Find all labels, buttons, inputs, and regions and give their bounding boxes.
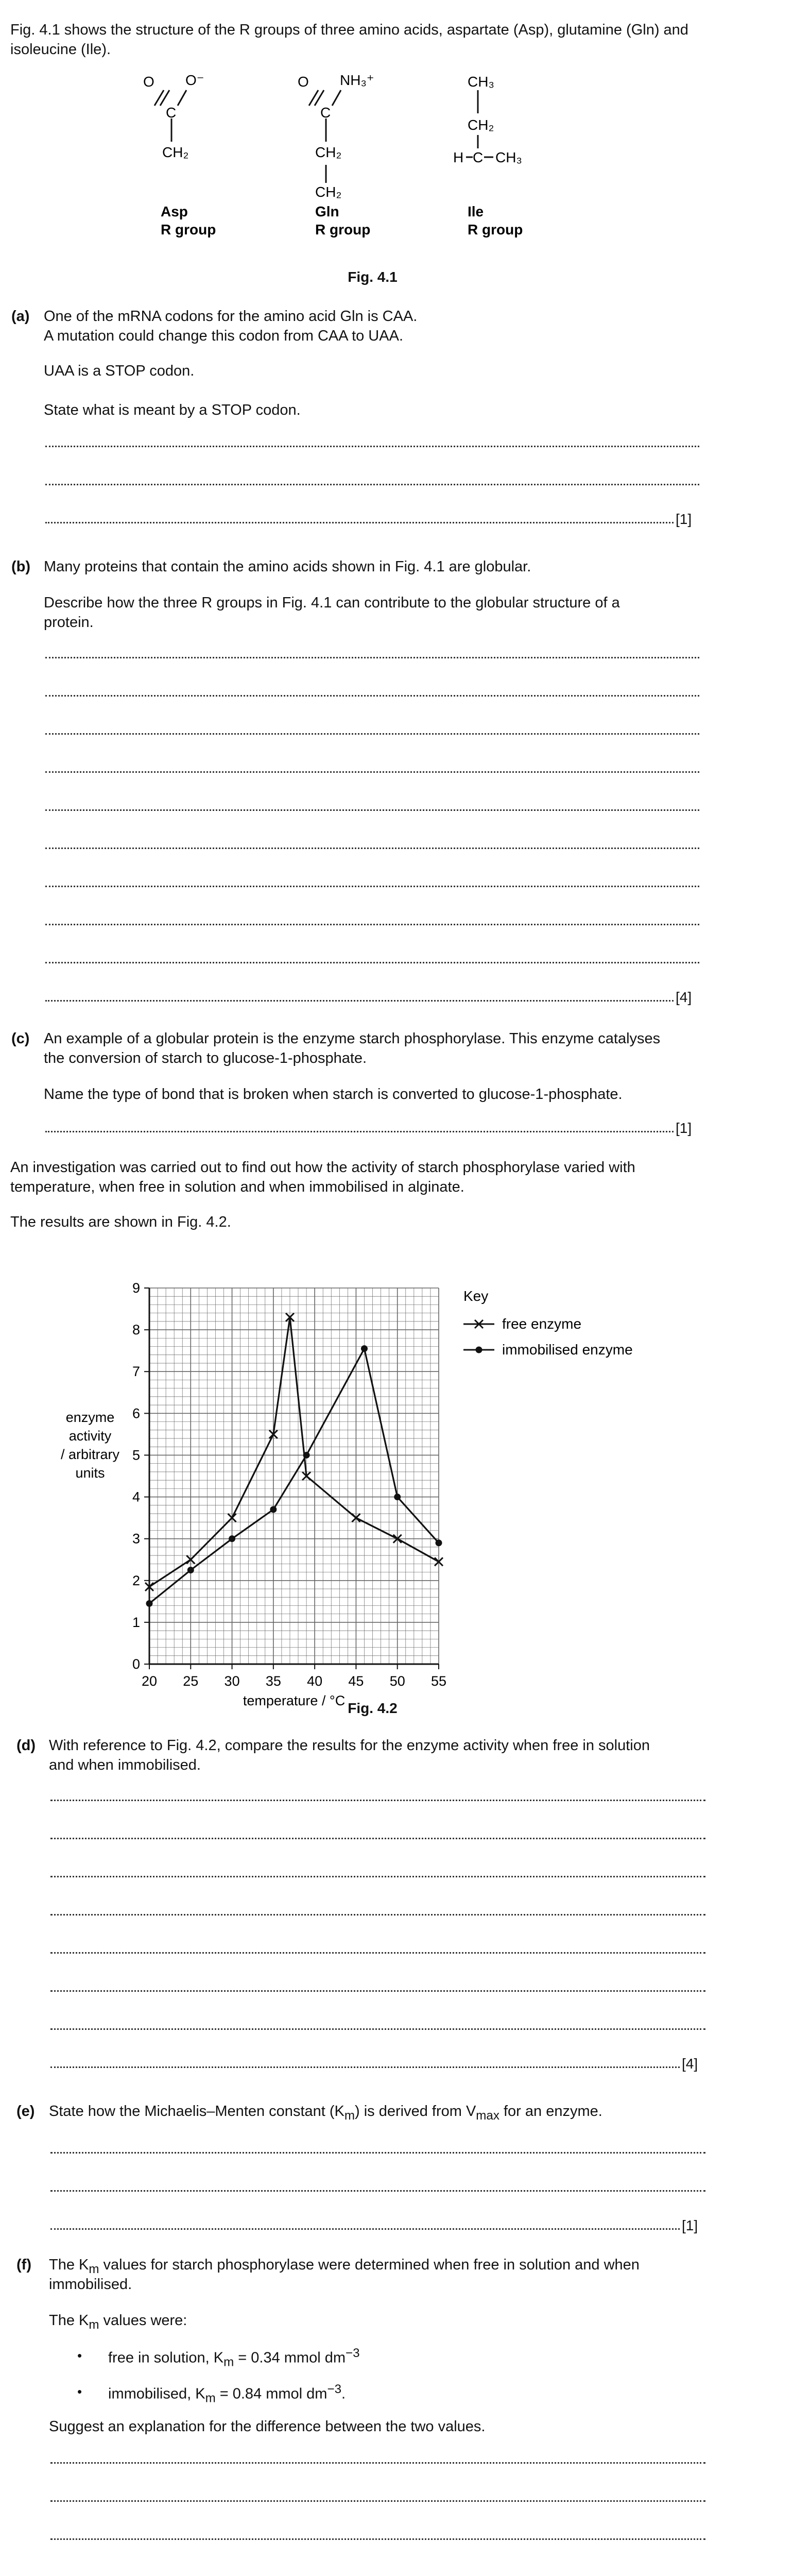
y-tick-label: 8 (132, 1322, 140, 1338)
qb-answer-line-5[interactable] (45, 795, 699, 811)
ile-ch3-right: CH₃ (495, 149, 522, 165)
gln-ch2-b: CH₂ (315, 184, 342, 200)
ile-r-group: R group (468, 222, 523, 238)
gln-r-group: R group (315, 222, 371, 238)
qa-answer-line-3[interactable] (45, 508, 674, 523)
qb-answer-line-2[interactable] (45, 681, 699, 697)
x-tick-label: 30 (224, 1673, 240, 1689)
x-tick-label: 45 (348, 1673, 364, 1689)
qa-line2: A mutation could change this codon from CAA to UAA. (44, 328, 403, 344)
y-tick-label: 5 (132, 1447, 140, 1463)
legend-entry: free enzyme (502, 1316, 582, 1332)
qf-answer-line-1[interactable] (50, 2448, 705, 2464)
investigation-line3: The results are shown in Fig. 4.2. (10, 1214, 231, 1230)
gln-name: Gln (315, 204, 339, 219)
fig-4-2-caption: Fig. 4.2 (348, 1700, 398, 1716)
qd-answer-line-7[interactable] (50, 2014, 705, 2030)
qb-answer-line-8[interactable] (45, 910, 699, 925)
immobilised-enzyme-point (229, 1535, 235, 1542)
legend-dot-marker (476, 1347, 482, 1353)
intro-text: Fig. 4.1 shows the structure of the R groups of three amino acids, aspartate (Asp), glutamine (Gln) and isoleucine (Ile). (10, 22, 688, 58)
qf-answer-line-3[interactable] (50, 2524, 705, 2540)
ile-h: H (453, 149, 464, 165)
qd-answer-line-8[interactable] (50, 2053, 680, 2068)
immobilised-enzyme-point (303, 1452, 310, 1459)
gln-ch2-a: CH₂ (315, 144, 342, 160)
qc-line2: the conversion of starch to glucose-1-phosphate. (44, 1050, 367, 1066)
qb-answer-line-7[interactable] (45, 872, 699, 887)
qd-line1: With reference to Fig. 4.2, compare the results for the enzyme activity when free in solution (49, 1737, 650, 1754)
immobilised-enzyme-point (394, 1494, 401, 1500)
asp-o-minus: O⁻ (185, 72, 204, 88)
qd-answer-line-3[interactable] (50, 1862, 705, 1877)
qc-line3: Name the type of bond that is broken when starch is converted to glucose-1-phosphate. (44, 1086, 623, 1103)
y-axis-label-line: / arbitrary (60, 1447, 120, 1462)
immobilised-enzyme-point (146, 1600, 153, 1607)
qb-answer-line-9[interactable] (45, 948, 699, 963)
qf-answer-line-4[interactable] (50, 2563, 705, 2576)
x-axis-label: temperature / °C (243, 1693, 346, 1708)
qb-answer-line-3[interactable] (45, 719, 699, 735)
qc-answer-line[interactable] (45, 1117, 674, 1132)
qb-answer-line-6[interactable] (45, 834, 699, 849)
ile-ch3-top: CH₃ (468, 74, 494, 90)
qb-answer-line-10[interactable] (45, 986, 674, 1002)
series-line-2 (149, 1349, 439, 1604)
y-tick-label: 1 (132, 1614, 140, 1630)
fig-4-1-structures (0, 0, 745, 247)
qd-answer-line-2[interactable] (50, 1824, 705, 1839)
qb-line1: Many proteins that contain the amino acids shown in Fig. 4.1 are globular. (44, 558, 531, 575)
qf-bullet-dot-1: • (77, 2348, 82, 2363)
qd-answer-line-1[interactable] (50, 1786, 705, 1801)
qc-mark: [1] (676, 1120, 692, 1136)
x-tick-label: 50 (389, 1673, 405, 1689)
qd-label: (d) (16, 1737, 36, 1754)
qd-answer-line-6[interactable] (50, 1976, 705, 1992)
qa-line3: UAA is a STOP codon. (44, 363, 195, 379)
qa-answer-line-2[interactable] (45, 470, 699, 485)
qb-line2: Describe how the three R groups in Fig. 4.1 can contribute to the globular structure of a (44, 595, 620, 611)
y-tick-label: 0 (132, 1656, 140, 1672)
ile-c: C (473, 149, 484, 165)
y-tick-label: 7 (132, 1364, 140, 1380)
qb-label: (b) (11, 558, 31, 575)
gln-o: O (298, 74, 309, 90)
x-tick-label: 25 (183, 1673, 199, 1689)
qe-mark: [1] (682, 2217, 698, 2233)
y-tick-label: 3 (132, 1531, 140, 1547)
investigation-line1: An investigation was carried out to find out how the activity of starch phosphorylase varied with (10, 1159, 635, 1176)
qc-line1: An example of a globular protein is the enzyme starch phosphorylase. This enzyme catalyses (44, 1030, 661, 1047)
qa-answer-line-1[interactable] (45, 432, 699, 447)
x-tick-label: 55 (430, 1673, 447, 1689)
qf-bullet1: free in solution, $K_m = 0.34$ mmol $dm^{-3}$ (108, 2346, 360, 2369)
y-axis-label-line: activity (68, 1428, 112, 1444)
qb-line3: protein. (44, 614, 94, 631)
qb-answer-line-4[interactable] (45, 757, 699, 773)
qa-mark: [1] (676, 511, 692, 527)
y-axis-label-line: units (75, 1465, 105, 1481)
x-tick-label: 40 (307, 1673, 323, 1689)
qe-label: (e) (16, 2103, 35, 2120)
asp-o: O (143, 74, 154, 90)
qf-answer-line-2[interactable] (50, 2486, 705, 2502)
qd-mark: [4] (682, 2056, 698, 2072)
y-tick-label: 6 (132, 1405, 140, 1421)
investigation-line2: temperature, when free in solution and when immobilised in alginate. (10, 1179, 464, 1195)
asp-r-group: R group (161, 222, 216, 238)
immobilised-enzyme-point (436, 1539, 442, 1546)
qa-line1: One of the mRNA codons for the amino acid Gln is CAA. (44, 308, 418, 325)
asp-name: Asp (161, 204, 188, 219)
immobilised-enzyme-point (361, 1345, 368, 1352)
qa-label: (a) (11, 308, 30, 325)
qe-answer-line-3[interactable] (50, 2214, 680, 2230)
qd-line2: and when immobilised. (49, 1757, 201, 1773)
qa-line4: State what is meant by a STOP codon. (44, 402, 301, 418)
qf-line1: The $K_m$ values for starch phosphorylase were determined when free in solution and when (49, 2257, 640, 2276)
qc-label: (c) (11, 1030, 30, 1047)
qe-line1: State how the Michaelis–Menten constant $(K_m)$ is derived from $V_{max}$ for an enzyme. (49, 2103, 602, 2123)
y-tick-label: 4 (132, 1489, 140, 1505)
x-tick-label: 20 (141, 1673, 158, 1689)
y-tick-label: 9 (132, 1280, 140, 1296)
y-axis-label-line: enzyme (65, 1410, 115, 1425)
qf-bullet-dot-2: • (77, 2384, 82, 2399)
x-tick-label: 35 (265, 1673, 281, 1689)
qb-mark: [4] (676, 989, 692, 1005)
qf-line2: immobilised. (49, 2276, 132, 2293)
asp-c: C (166, 105, 177, 121)
fig-4-1-caption: Fig. 4.1 (348, 269, 398, 285)
ile-name: Ile (468, 204, 484, 219)
immobilised-enzyme-point (187, 1567, 194, 1573)
y-tick-label: 2 (132, 1572, 140, 1588)
gln-nh3: NH₃⁺ (340, 72, 374, 88)
qe-answer-line-1[interactable] (50, 2138, 705, 2154)
series-line-1 (149, 1317, 439, 1587)
asp-ch2: CH₂ (162, 144, 189, 160)
ile-ch2: CH₂ (468, 117, 494, 133)
gln-c: C (320, 105, 331, 121)
qd-answer-line-4[interactable] (50, 1900, 705, 1916)
qf-bullet2: immobilised, $K_m = 0.84$ mmol $dm^{-3}$. (108, 2382, 346, 2405)
qf-line4: Suggest an explanation for the difference between the two values. (49, 2418, 486, 2435)
legend-title: Key (463, 1288, 489, 1304)
qd-answer-line-5[interactable] (50, 1938, 705, 1954)
qf-line3: The $K_m$ values were: (49, 2312, 187, 2332)
qb-answer-line-1[interactable] (45, 643, 699, 658)
qf-label: (f) (16, 2257, 31, 2273)
qe-answer-line-2[interactable] (50, 2176, 705, 2192)
legend-entry: immobilised enzyme (502, 1342, 633, 1358)
immobilised-enzyme-point (270, 1506, 277, 1513)
